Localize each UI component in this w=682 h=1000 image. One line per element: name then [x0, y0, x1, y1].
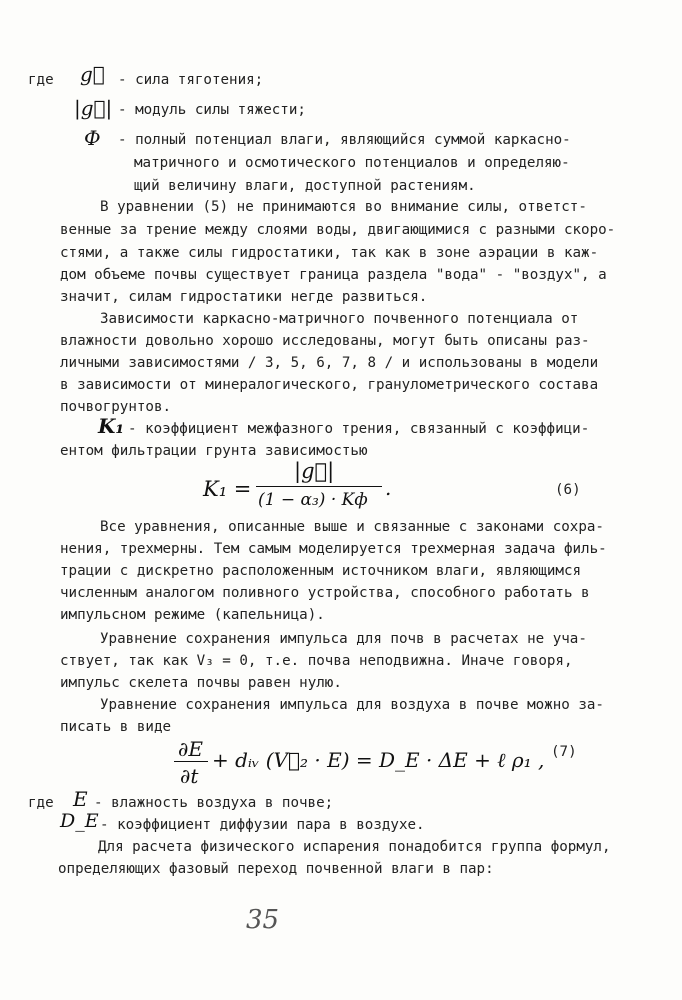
para2-line3: личными зависимостями / 3, 5, 6, 7, 8 / и использованы в модели — [60, 355, 599, 371]
para3-line5: импульсном режиме (капельница). — [60, 607, 325, 623]
eq7-number: (7) — [551, 744, 577, 760]
symbol-e: E — [73, 787, 88, 811]
eq7-rest: + dᵢᵥ (V⃗₂ · E) = D_E · ΔE + ℓ ρ₁ , — [212, 748, 545, 772]
para3-line4: численным аналогом поливного устройства, способного работать в — [60, 585, 590, 601]
para5-line1: Уравнение сохранения импульса для воздуха в почве можно за- — [100, 697, 604, 713]
para4-line3: импульс скелета почвы равен нулю. — [60, 675, 342, 691]
para3-line3: трации с дискретно расположенным источником влаги, являющимся — [60, 563, 582, 579]
para1-line1: В уравнении (5) не принимаются во внимание силы, ответст- — [100, 199, 587, 215]
eq6-fraction-bar — [256, 486, 382, 487]
symbol-phi: Ф — [84, 126, 101, 150]
def-air-humidity: - влажность воздуха в почве; — [94, 795, 334, 811]
para5-line2: писать в виде — [60, 719, 172, 735]
eq6-number: (6) — [555, 482, 581, 498]
para6-line1: Для расчета физического испарения понадобится группа формул, — [98, 839, 611, 855]
def-gravity-modulus: - модуль силы тяжести; — [118, 102, 306, 118]
def2-prefix-where: где — [28, 795, 54, 811]
para1-line5: значит, силам гидростатики негде развиться. — [60, 289, 428, 305]
def-potential-line3: щий величину влаги, доступной растениям. — [134, 178, 476, 194]
para1-line3: стями, а также силы гидростатики, так как в зоне аэрации в каж- — [60, 245, 599, 261]
para2-line5: почвогрунтов. — [60, 399, 172, 415]
symbol-g-modulus: |g⃗| — [74, 96, 113, 120]
symbol-g-vector: g⃗ — [80, 62, 105, 86]
eq7-numerator: ∂E — [178, 737, 203, 761]
def-potential-line2: матричного и осмотического потенциалов и определяю- — [134, 155, 570, 171]
para2-line1: Зависимости каркасно-матричного почвенного потенциала от — [100, 311, 579, 327]
para1-line2: венные за трение между слоями воды, двигающимися с разными скоро- — [60, 222, 616, 238]
eq7-fraction-bar — [174, 761, 208, 762]
def-gravity: - сила тяготения; — [118, 72, 264, 88]
k1-definition-line1: - коэффициент межфазного трения, связанный с коэффици- — [128, 421, 590, 437]
para2-line2: влажности довольно хорошо исследованы, могут быть описаны раз- — [60, 333, 590, 349]
def-potential-line1: - полный потенциал влаги, являющийся суммой каркасно- — [118, 132, 571, 148]
para6-line2: определяющих фазовый переход почвенной влаги в пар: — [58, 861, 494, 877]
para3-line1: Все уравнения, описанные выше и связанные с законами сохра- — [100, 519, 604, 535]
eq6-denominator: (1 − α₃) · Kф — [258, 490, 368, 510]
para4-line1: Уравнение сохранения импульса для почв в расчетах не уча- — [100, 631, 587, 647]
eq7-denominator: ∂t — [180, 764, 199, 788]
def-prefix-where: где — [28, 72, 54, 88]
eq6-lhs: K₁ = — [203, 477, 252, 501]
def-diffusion: - коэффициент диффузии пара в воздухе. — [100, 817, 425, 833]
para4-line2: ствует, так как V₃ = 0, т.е. почва неподвижна. Иначе говоря, — [60, 653, 573, 669]
para1-line4: дом объеме почвы существует граница раздела "вода" - "воздух", а — [60, 267, 607, 283]
page-number: 35 — [246, 905, 280, 935]
symbol-k1: K₁ — [98, 414, 125, 438]
para3-line2: нения, трехмерны. Тем самым моделируется трехмерная задача филь- — [60, 541, 607, 557]
eq6-tail: . — [385, 476, 392, 500]
symbol-d-e: D_E — [60, 810, 99, 832]
k1-definition-line2: ентом фильтрации грунта зависимостью — [60, 443, 368, 459]
eq6-numerator: |g⃗| — [294, 459, 335, 483]
para2-line4: в зависимости от минералогического, гранулометрического состава — [60, 377, 599, 393]
